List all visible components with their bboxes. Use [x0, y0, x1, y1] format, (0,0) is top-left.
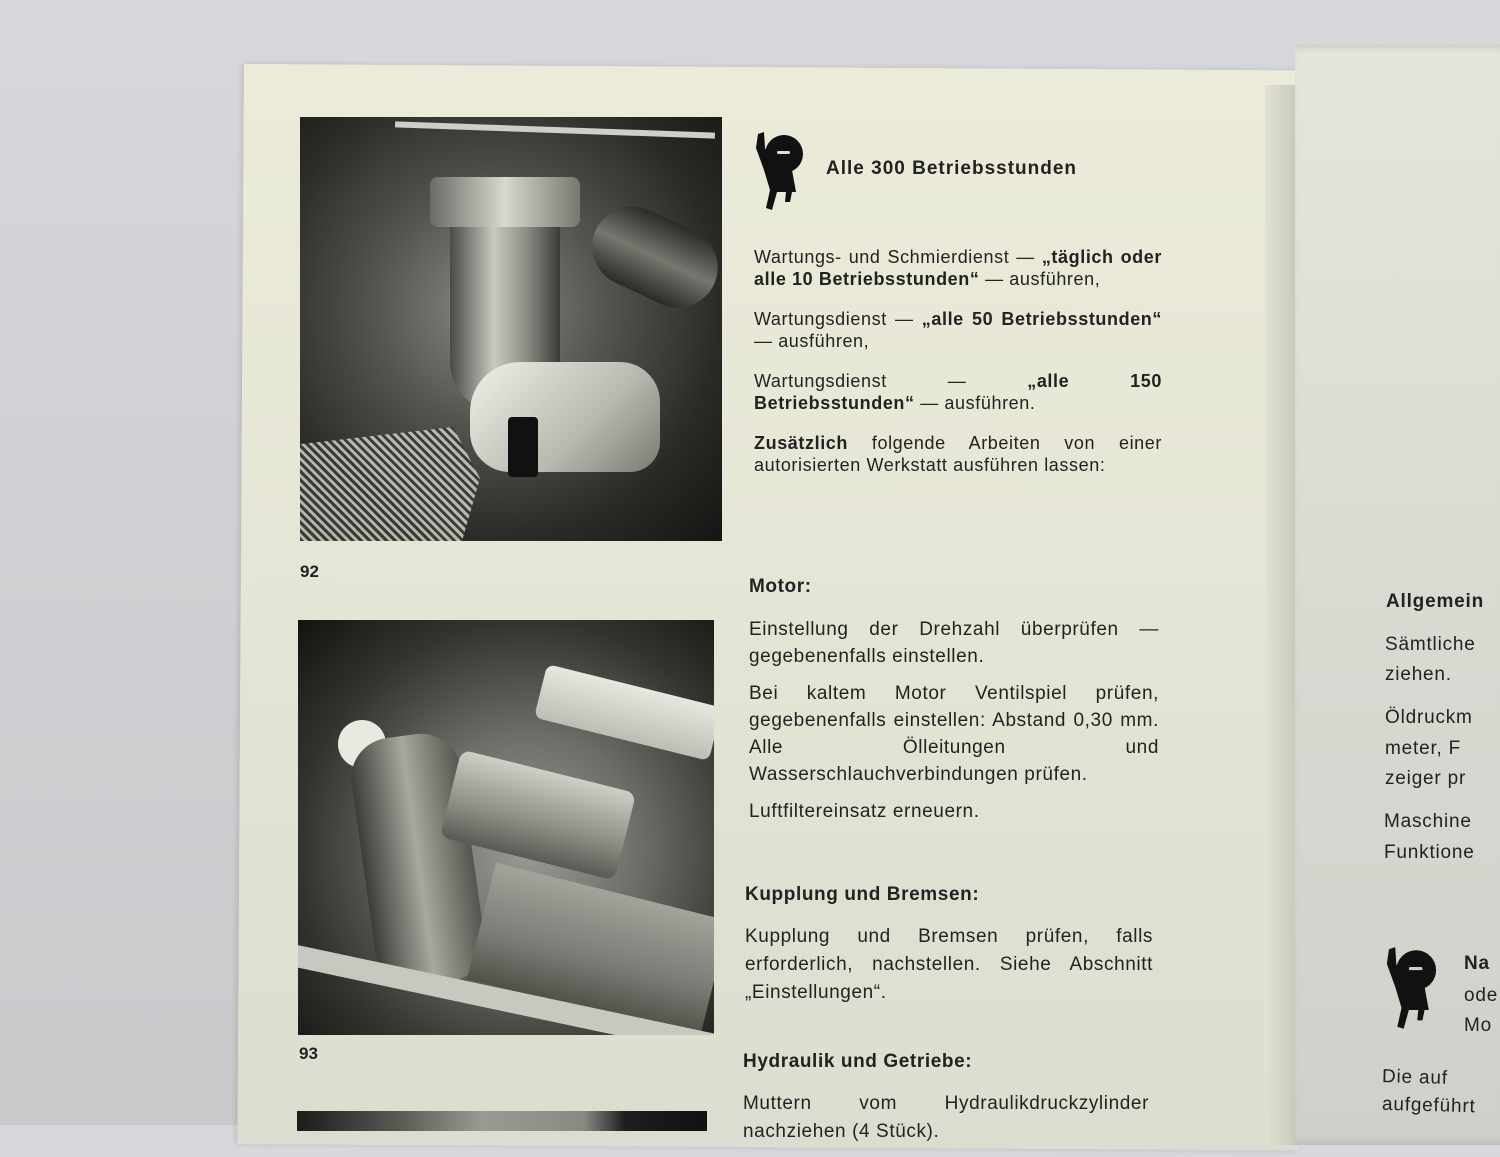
right-page-heading: Allgemein	[1386, 591, 1484, 612]
hand	[470, 362, 660, 472]
section-motor	[749, 573, 1159, 836]
intro-paragraph-4: Zusätzlich folgende Arbeiten von einer autorisierten Werkstatt ausführen lassen:	[754, 433, 1162, 475]
right-note-line-2: ode	[1464, 985, 1499, 1006]
pipe	[395, 121, 715, 138]
section-heading-motor: Motor:	[749, 576, 812, 597]
right-page-line: Funktione	[1384, 842, 1475, 863]
intro-paragraph-1: Wartungs- und Schmierdienst — „täglich oder alle 10 Betriebsstunden“ — ausführen,	[754, 247, 1162, 289]
figure-number-93: 93	[299, 1044, 318, 1063]
sleeve-tweed	[300, 427, 480, 541]
section-clutch-brakes	[745, 881, 1153, 1018]
right-page-line: Maschine	[1384, 811, 1472, 832]
section-title: Alle 300 Betriebsstunden	[826, 158, 1078, 179]
pointing-mascot-icon-right	[1382, 945, 1442, 1033]
right-note-line-3: Mo	[1464, 1015, 1492, 1036]
right-page-line: Öldruckm	[1385, 707, 1473, 728]
wristwatch	[508, 417, 538, 477]
intro-paragraph-3: Wartungsdienst — „alle 150 Betriebsstunden“ — ausführen.	[754, 371, 1162, 413]
motor-paragraph-3: Luftfiltereinsatz erneuern.	[749, 801, 980, 822]
right-bottom-line-2: aufgeführt	[1381, 1093, 1476, 1118]
motor-paragraph-2: Bei kaltem Motor Ventilspiel prüfen, gegebenenfalls einstellen: Abstand 0,30 mm. Alle Ölleitungen und Wasserschlauchverbindungen prüfen.	[749, 683, 1159, 785]
motor-paragraph-1: Einstellung der Drehzahl überprüfen — gegebenenfalls einstellen.	[749, 619, 1159, 667]
valve-cover	[534, 664, 714, 761]
figure-number-92: 92	[300, 562, 319, 581]
intro-paragraphs	[754, 246, 1162, 487]
right-note-line-1: Na	[1464, 953, 1490, 974]
figure-93-photo	[298, 620, 714, 1035]
figure-94-photo-partial	[297, 1111, 707, 1131]
section-heading-hydraulics-gearbox: Hydraulik und Getriebe:	[743, 1051, 973, 1072]
maintenance-text-column	[754, 158, 1162, 191]
right-page-line: Sämtliche	[1385, 634, 1476, 655]
section-heading-clutch-brakes: Kupplung und Bremsen:	[745, 884, 980, 905]
hydraulics-paragraph: Muttern vom Hydraulikdruckzylinder nachziehen (4 Stück).	[743, 1093, 1149, 1142]
figure-92-photo	[300, 117, 722, 541]
right-page-line: zeiger pr	[1385, 768, 1467, 789]
section-hydraulics-gearbox	[743, 1048, 1149, 1157]
filter-head	[430, 177, 580, 227]
hose	[579, 193, 722, 320]
right-bottom-line-1: Die auf	[1381, 1066, 1449, 1089]
right-page-line: ziehen.	[1385, 664, 1452, 685]
clutch-brakes-paragraph: Kupplung und Bremsen prüfen, falls erforderlich, nachstellen. Siehe Abschnitt „Einstellungen“.	[745, 926, 1153, 1003]
right-page-line: meter, F	[1385, 738, 1462, 759]
intro-paragraph-2: Wartungsdienst — „alle 50 Betriebsstunden“ — ausführen,	[754, 309, 1162, 351]
